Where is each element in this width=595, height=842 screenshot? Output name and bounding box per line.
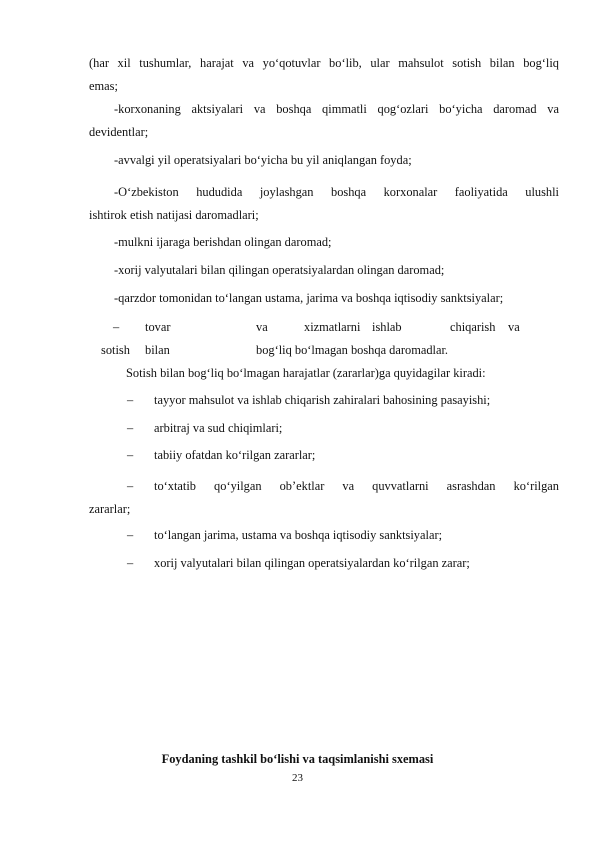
list-item: tayyor mahsulot va ishlab chiqarish zahiralari bahosining pasayishi;	[154, 393, 491, 407]
text-line: ishtirok etish natijasi daromadlari;	[89, 208, 259, 222]
table-cell: va	[256, 320, 268, 334]
text-line: emas;	[89, 79, 118, 93]
table-cell: tovar	[145, 320, 171, 334]
text-line: zararlar;	[89, 502, 131, 516]
page-number: 23	[292, 772, 303, 784]
figure-caption: Foydaning tashkil bo‘lishi va taqsimlanishi sxemasi	[161, 752, 434, 766]
list-item: to‘xtatib qo‘yilgan ob’ektlar va quvvatlarni asrashdan ko‘rilgan	[154, 479, 559, 493]
table-cell: xizmatlarni	[304, 320, 361, 334]
table-cell: ishlab	[372, 320, 402, 334]
list-dash: –	[127, 528, 134, 542]
list-item: tabiiy ofatdan ko‘rilgan zararlar;	[154, 448, 316, 462]
list-item: xorij valyutalari bilan qilingan operatsiyalardan ko‘rilgan zarar;	[154, 556, 470, 570]
table-dash: –	[113, 320, 120, 334]
bullet-line: -korxonaning aktsiyalari va boshqa qimmatli qog‘ozlari bo‘yicha daromad va	[114, 102, 559, 116]
table-cell: sotish	[101, 343, 130, 357]
bullet-line: -mulkni ijaraga berishdan olingan daromad;	[114, 235, 332, 249]
intro-line: Sotish bilan bog‘liq bo‘lmagan harajatlar (zararlar)ga quyidagilar kiradi:	[126, 366, 486, 380]
list-dash: –	[127, 479, 134, 493]
list-dash: –	[127, 393, 134, 407]
list-dash: –	[127, 556, 134, 570]
text-line: devidentlar;	[89, 125, 149, 139]
bullet-line: -O‘zbekiston hududida joylashgan boshqa korxonalar faoliyatida ulushli	[114, 185, 559, 199]
table-cell: chiqarish	[450, 320, 496, 334]
list-dash: –	[127, 421, 134, 435]
list-item: arbitraj va sud chiqimlari;	[154, 421, 283, 435]
text-line: (har xil tushumlar, harajat va yo‘qotuvlar bo‘lib, ular mahsulot sotish bilan bog‘liq	[89, 56, 559, 70]
bullet-line: -xorij valyutalari bilan qilingan operatsiyalardan olingan daromad;	[114, 263, 445, 277]
table-cell: bog‘liq bo‘lmagan boshqa daromadlar.	[256, 343, 449, 357]
list-item: to‘langan jarima, ustama va boshqa iqtisodiy sanktsiyalar;	[154, 528, 443, 542]
table-cell: va	[508, 320, 520, 334]
list-dash: –	[127, 448, 134, 462]
bullet-line: -qarzdor tomonidan to‘langan ustama, jarima va boshqa iqtisodiy sanktsiyalar;	[114, 291, 504, 305]
bullet-line: -avvalgi yil operatsiyalari bo‘yicha bu yil aniqlangan foyda;	[114, 153, 412, 167]
table-cell: bilan	[145, 343, 170, 357]
